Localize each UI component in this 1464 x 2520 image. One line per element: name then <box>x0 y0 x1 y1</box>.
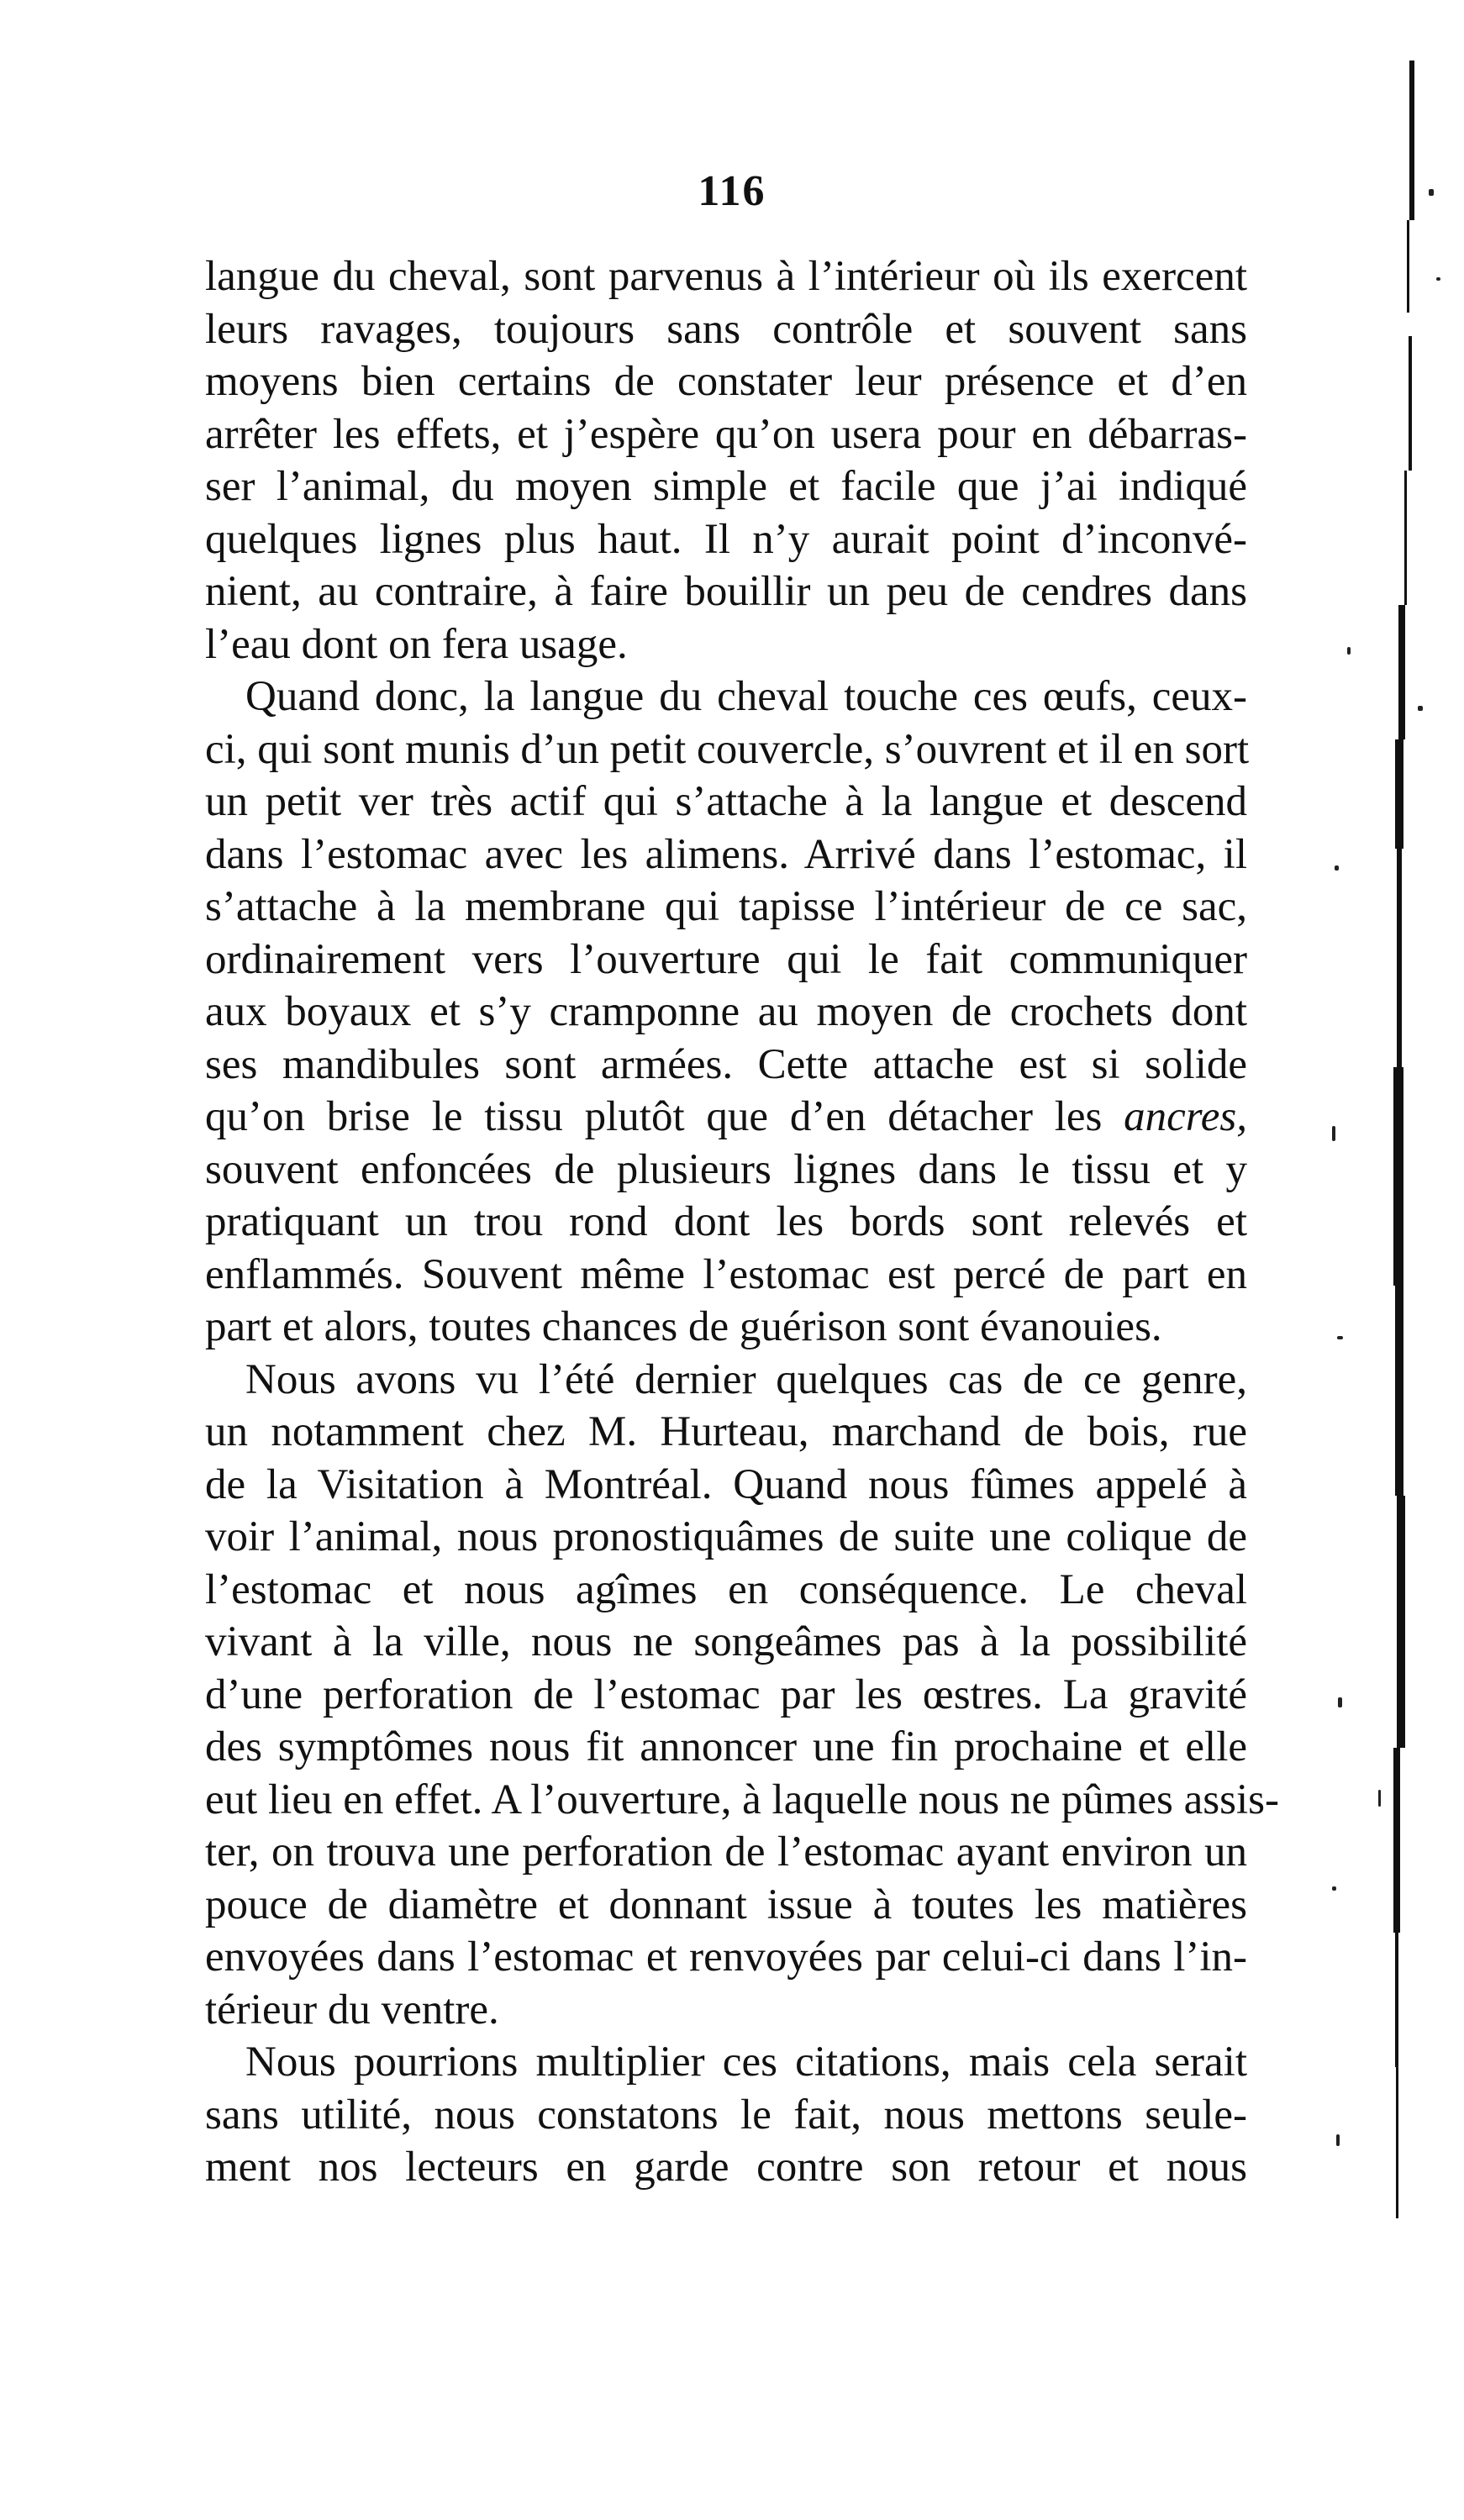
text-line-content: quelques lignes plus haut. Il n’y aurait point d’inconvé- <box>205 515 1247 563</box>
text-line-content: nient, au contraire, à faire bouillir un peu de cendres dans <box>205 568 1247 615</box>
text-line-content: ses mandibules sont armées. Cette attache est si solide <box>205 1040 1247 1088</box>
text-line-content: sans utilité, nous constatons le fait, nous mettons seule- <box>205 2091 1247 2139</box>
text-line-content: pratiquant un trou rond dont les bords sont relevés et <box>205 1198 1247 1245</box>
text-line-content: d’une perforation de l’estomac par les œstres. La gravité <box>205 1670 1247 1718</box>
text-line-content: enflammés. Souvent même l’estomac est percé de part en <box>205 1250 1247 1298</box>
text-line <box>205 1879 1247 1932</box>
italic-word: ancres, <box>1124 1093 1247 1140</box>
text-line-content: Quand donc, la langue du cheval touche ces œufs, ceux- <box>245 673 1247 720</box>
text-line-content: un notamment chez M. Hurteau, marchand de bois, rue <box>205 1408 1247 1455</box>
text-line-content: part et alors, toutes chances de guérison sont évanouies. <box>205 1303 1162 1350</box>
text-line-content: ter, on trouva une perforation de l’estomac ayant environ un <box>205 1828 1247 1876</box>
text-line-content: qu’on brise le tissu plutôt que d’en détacher les <box>205 1093 1124 1140</box>
text-line <box>205 671 1247 723</box>
text-line <box>205 1354 1247 1407</box>
text-line <box>205 2089 1247 2142</box>
text-line-content: pouce de diamètre et donnant issue à toutes les matières <box>205 1881 1247 1928</box>
text-line <box>205 2141 1247 2194</box>
text-line-content: vivant à la ville, nous ne songeâmes pas à la possibilité <box>205 1618 1247 1665</box>
text-line <box>205 460 1247 513</box>
text-line <box>205 1459 1247 1512</box>
text-line <box>205 1774 1279 1827</box>
text-line <box>205 1669 1247 1722</box>
text-line-content: souvent enfoncées de plusieurs lignes dans le tissu et y <box>205 1145 1247 1193</box>
text-line <box>205 1144 1247 1197</box>
page-number: 116 <box>698 167 766 215</box>
text-line <box>205 303 1247 356</box>
text-line <box>205 1249 1247 1302</box>
text-line <box>205 881 1247 934</box>
text-line <box>205 408 1247 461</box>
text-line-content: l’estomac et nous agîmes en conséquence. Le cheval <box>205 1565 1247 1613</box>
text-line-content: arrêter les effets, et j’espère qu’on usera pour en débarras- <box>205 410 1247 458</box>
text-line <box>205 513 1247 566</box>
text-line <box>205 1039 1247 1092</box>
text-line-content: ser l’animal, du moyen simple et facile que j’ai indiqué <box>205 463 1247 510</box>
text-line <box>205 776 1247 829</box>
text-line <box>205 986 1247 1039</box>
text-line <box>205 1564 1247 1617</box>
text-line-content: ment nos lecteurs en garde contre son retour et nous <box>205 2144 1247 2191</box>
text-line <box>205 723 1250 776</box>
text-line <box>205 1406 1247 1459</box>
text-line-content: moyens bien certains de constater leur présence et d’en <box>205 358 1247 405</box>
text-line-content: envoyées dans l’estomac et renvoyées par celui-ci dans l’in- <box>205 1933 1247 1981</box>
text-line <box>205 934 1247 986</box>
text-line-content: ci, qui sont munis d’un petit couvercle, s’ouvrent et il en sort <box>205 725 1250 773</box>
text-line-content: voir l’animal, nous pronostiquâmes de suite une colique de <box>205 1513 1247 1560</box>
text-line-content: s’attache à la membrane qui tapisse l’intérieur de ce sac, <box>205 883 1247 930</box>
text-line-content: un petit ver très actif qui s’attache à la langue et descend <box>205 778 1247 825</box>
text-line-content: aux boyaux et s’y cramponne au moyen de crochets dont <box>205 988 1247 1035</box>
text-line <box>205 566 1247 618</box>
text-line-content: eut lieu en effet. A l’ouverture, à laquelle nous ne pûmes assis- <box>205 1776 1279 1823</box>
text-line-content: leurs ravages, toujours sans contrôle et souvent sans <box>205 305 1247 353</box>
text-line <box>205 618 1247 671</box>
text-line <box>205 1196 1247 1249</box>
text-line <box>205 1931 1247 1984</box>
text-line-content: dans l’estomac avec les alimens. Arrivé dans l’estomac, il <box>205 830 1247 878</box>
text-line <box>205 1984 1247 2037</box>
text-line-content: Nous pourrions multiplier ces citations, mais cela serait <box>245 2039 1247 2086</box>
text-line <box>205 1511 1247 1564</box>
text-line-content: térieur du ventre. <box>205 1986 499 2033</box>
text-line <box>205 2036 1247 2089</box>
text-line <box>205 1301 1247 1354</box>
text-line <box>205 1826 1247 1879</box>
text-line-content: de la Visitation à Montréal. Quand nous fûmes appelé à <box>205 1460 1247 1508</box>
text-line-content: Nous avons vu l’été dernier quelques cas de ce genre, <box>245 1355 1247 1403</box>
text-line <box>205 829 1247 881</box>
text-line-content: l’eau dont on fera usage. <box>205 620 628 668</box>
text-line-content: langue du cheval, sont parvenus à l’intérieur où ils exercent <box>205 253 1247 300</box>
text-line-content: des symptômes nous fit annoncer une fin prochaine et elle <box>205 1723 1247 1770</box>
text-line-content: ordinairement vers l’ouverture qui le fait communiquer <box>205 935 1247 983</box>
text-line <box>205 1616 1247 1669</box>
text-line <box>205 1721 1247 1774</box>
body-text <box>205 250 1279 2194</box>
text-line <box>205 250 1247 303</box>
text-line <box>205 355 1247 408</box>
text-line <box>205 1091 1247 1144</box>
